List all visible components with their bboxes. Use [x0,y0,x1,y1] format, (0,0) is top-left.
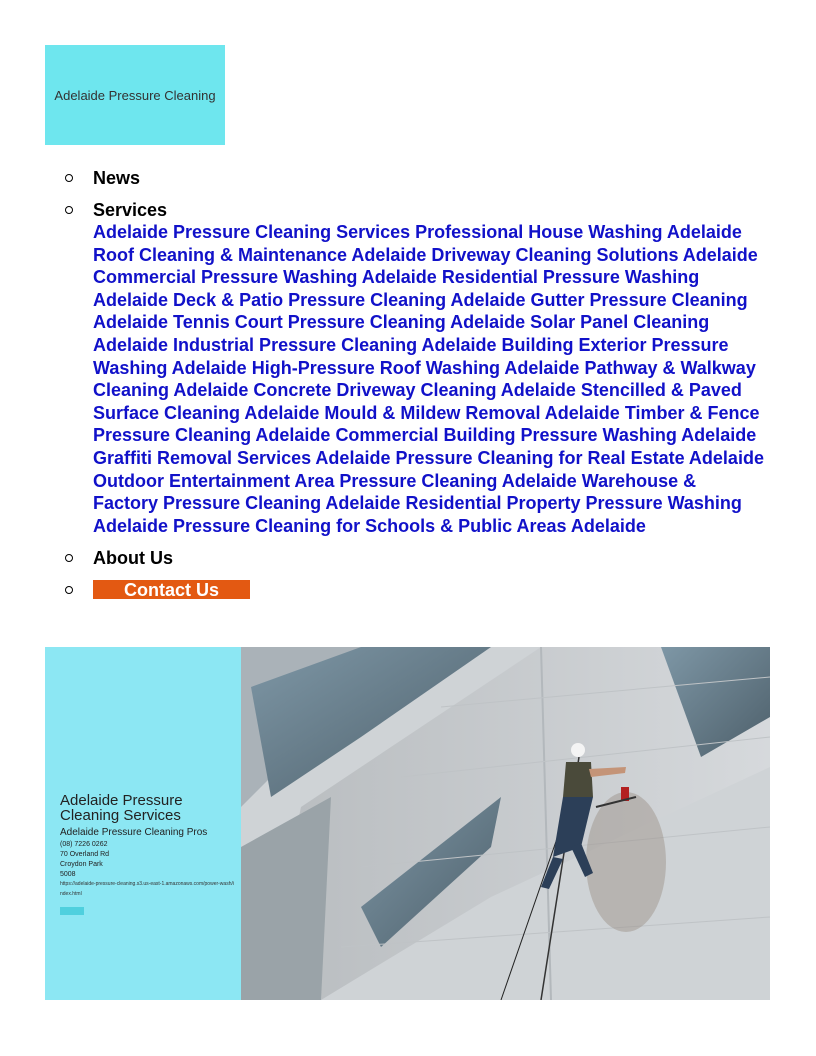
service-link[interactable]: Stencilled & Paved Surface Cleaning Adelaide [93,380,742,423]
nav-item-news [65,168,765,189]
nav-item-services [65,200,765,537]
postcode: 5008 [60,871,76,878]
service-link[interactable]: Concrete Driveway Cleaning Adelaide [253,380,576,401]
service-link[interactable]: Gutter Pressure Cleaning Adelaide [93,289,748,333]
service-link[interactable]: Residential Pressure Washing Adelaide [93,267,700,310]
worker-washing-building-image [241,647,770,1000]
company-subtitle: Adelaide Pressure Cleaning Pros [60,827,208,838]
service-link[interactable]: Pathway & Walkway Cleaning Adelaide [93,357,756,401]
street-address: 70 Overland Rd [60,851,110,858]
site-logo[interactable] [45,45,225,145]
service-link[interactable]: Tennis Court Pressure Cleaning Adelaide [173,312,526,333]
company-name: Adelaide Pressure Cleaning Services [60,792,183,824]
photo-illustration [241,647,770,1000]
bullet-icon [65,554,73,562]
service-link[interactable]: Pressure Cleaning for Real Estate Adelaide [395,447,764,468]
service-link[interactable]: Roof Cleaning & Maintenance Adelaide [93,244,427,265]
service-link[interactable]: Residential Property Pressure Washing Adelaide [93,493,742,536]
service-link[interactable]: Building Exterior Pressure Washing Adelaide [93,334,729,378]
suburb: Croydon Park [60,861,103,868]
nav-label-services[interactable]: Services [93,200,168,220]
service-link[interactable]: Professional House Washing Adelaide [415,222,742,242]
hero-banner [45,647,770,1000]
hero-info-panel [45,647,241,1000]
nav-item-contact [65,580,765,601]
service-link[interactable]: Deck & Patio Pressure Cleaning Adelaide [173,289,526,310]
services-submenu [93,221,765,537]
service-link[interactable]: Adelaide Pressure Cleaning Services [93,222,411,242]
hero-cta-button[interactable] [60,907,84,915]
service-link[interactable]: High-Pressure Roof Washing Adelaide [251,357,580,378]
service-link[interactable]: Timber & Fence Pressure Cleaning Adelaide [93,402,760,446]
service-link[interactable]: Commercial Building Pressure Washing Adelaide [335,425,757,446]
service-link[interactable]: Solar Panel Cleaning Adelaide [93,312,710,355]
website-url[interactable]: https://adelaide-pressure-cleaning.s3.us-east-1.amazonaws.com/power-wash/index.html [60,881,234,897]
service-link[interactable]: Pressure Cleaning for Schools & Public Areas Adelaide [173,515,646,536]
main-nav [65,168,765,612]
contact-us-button[interactable]: Contact Us [93,580,250,599]
nav-link-about[interactable]: About Us [93,548,173,569]
nav-item-about [65,548,765,569]
service-link[interactable]: Driveway Cleaning Solutions Adelaide [431,244,758,265]
service-link[interactable]: Mould & Mildew Removal Adelaide [324,402,620,423]
contact-details [60,840,109,880]
service-link[interactable]: Industrial Pressure Cleaning Adelaide [173,334,497,355]
service-link[interactable]: Graffiti Removal Services Adelaide [93,447,391,468]
bullet-icon [65,586,73,594]
logo-text: Adelaide Pressure Cleaning [54,87,216,103]
nav-link-news[interactable]: News [93,168,141,188]
service-link[interactable]: Warehouse & Factory Pressure Cleaning Adelaide [93,470,697,514]
bullet-icon [65,206,73,214]
service-link[interactable]: Commercial Pressure Washing Adelaide [93,267,437,288]
service-link[interactable]: Outdoor Entertainment Area Pressure Cleaning Adelaide [93,470,577,491]
bullet-icon [65,174,73,182]
phone-number: (08) 7226 0262 [60,841,108,848]
